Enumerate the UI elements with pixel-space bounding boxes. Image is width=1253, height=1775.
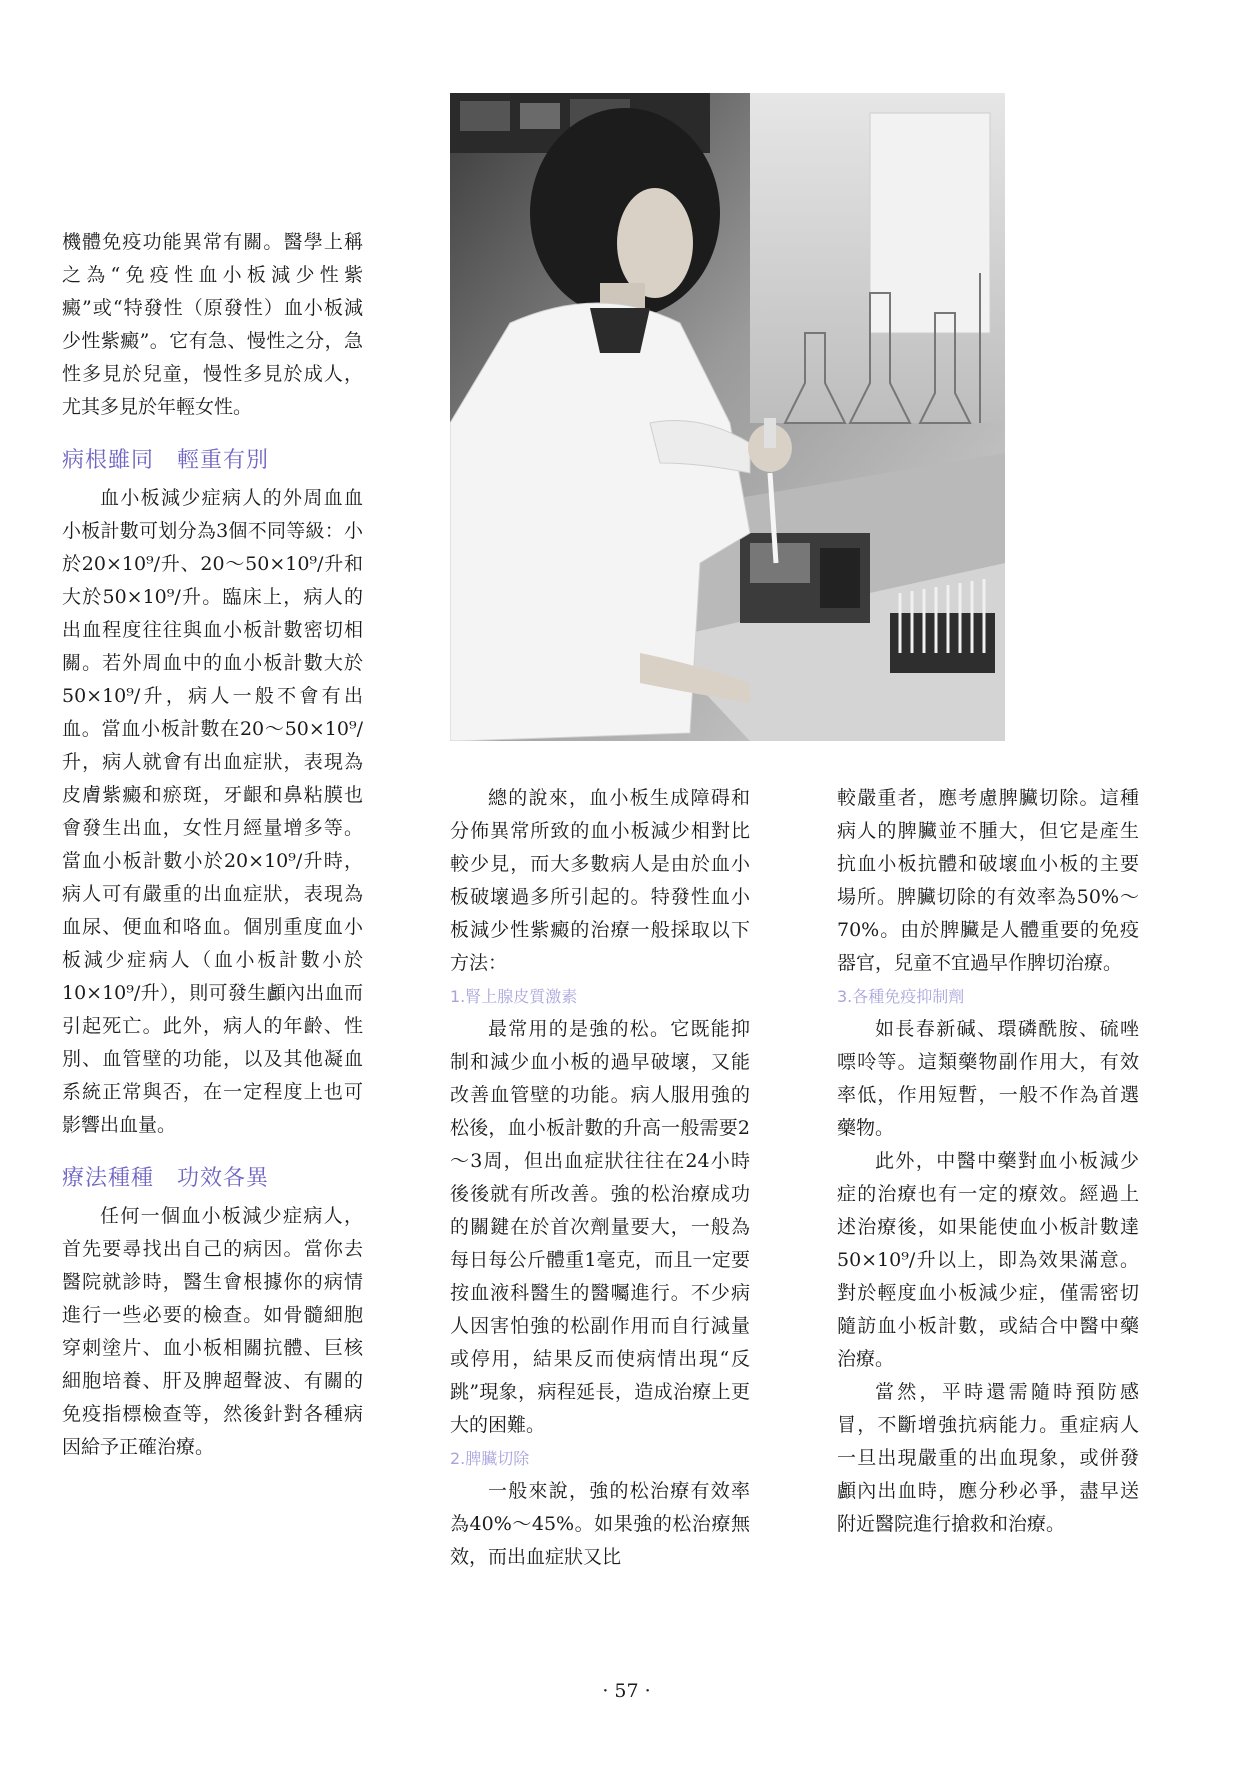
paragraph-platelet-levels: 血小板減少症病人的外周血血小板計數可划分為3個不同等級：小於20×10⁹/升、20～50×10⁹/升和大於50×10⁹/升。臨床上，病人的出血程度往往與血小板計數密切相關。若外周血中的血小板計數大於50×10⁹/升，病人一般不會有出血。當血小板計數在20～50×10⁹/升，病人就會有出血症狀，表現為皮膚紫癜和瘀斑，牙齦和鼻粘膜也會發生出血，女性月經量增多等。當血小板計數小於20×10⁹/升時，病人可有嚴重的出血症狀，表現為血尿、便血和咯血。個別重度血小板減少症病人（血小板計數小於10×10⁹/升），則可發生顱內出血而引起死亡。此外，病人的年齡、性別、血管壁的功能，以及其他凝血系統正常與否，在一定程度上也可影響出血量。	[62, 487, 363, 1136]
paragraph-chinese-medicine: 此外，中醫中藥對血小板減少症的治療也有一定的療效。經過上述治療後，如果能使血小板計數達50×10⁹/升以上，即為效果滿意。對於輕度血小板減少症，僅需密切隨訪血小板計數，或結合中醫中藥治療。	[837, 1150, 1139, 1370]
paragraph-splenectomy: 較嚴重者，應考慮脾臟切除。這種病人的脾臟並不腫大，但它是產生抗血小板抗體和破壞血小板的主要場所。脾臟切除的有效率為50%～70%。由於脾臟是人體重要的免疫器官，兒童不宜過早作脾切治療。	[837, 787, 1139, 974]
subheading-splenectomy: 2.脾臟切除	[450, 1449, 530, 1468]
section-heading-severity: 病根雖同 輕重有別	[62, 448, 270, 473]
article-column-1	[62, 226, 363, 1464]
lab-photo	[450, 93, 1005, 741]
lab-technician-pipette-photo	[450, 93, 1005, 741]
article-column-3	[837, 782, 1139, 1541]
paragraph-diagnosis: 任何一個血小板減少症病人，首先要尋找出自己的病因。當你去醫院就診時，醫生會根據你的病情進行一些必要的檢查。如骨髓細胞穿刺塗片、血小板相關抗體、巨核細胞培養、肝及脾超聲波、有關的免疫指標檢查等，然後針對各種病因給予正確治療。	[62, 1205, 363, 1458]
subheading-corticosteroids: 1.腎上腺皮質激素	[450, 987, 578, 1006]
intro-paragraph: 機體免疫功能異常有關。醫學上稱之為“免疫性血小板減少性紫癜”或“特發性（原發性）血小板減少性紫癜”。它有急、慢性之分，急性多見於兒童，慢性多見於成人，尤其多見於年輕女性。	[62, 231, 363, 418]
paragraph-prednisone-efficacy: 一般來說，強的松治療有效率為40%～45%。如果強的松治療無效，而出血症狀又比	[450, 1480, 750, 1568]
paragraph-prevention: 當然，平時還需隨時預防感冒，不斷增強抗病能力。重症病人一旦出現嚴重的出血現象，或併發顱內出血時，應分秒必爭，盡早送附近醫院進行搶救和治療。	[837, 1381, 1139, 1535]
paragraph-immunosuppressants: 如長春新碱、環磷酰胺、硫唑嘌呤等。這類藥物副作用大，有效率低，作用短暫，一般不作為首選藥物。	[837, 1018, 1139, 1139]
section-heading-treatments: 療法種種 功效各異	[62, 1166, 270, 1191]
article-column-2	[450, 782, 750, 1574]
page-number: · 57 ·	[602, 1680, 651, 1702]
subheading-immunosuppressants: 3.各種免疫抑制劑	[837, 987, 965, 1006]
paragraph-overview: 總的說來，血小板生成障碍和分佈異常所致的血小板減少相對比較少見，而大多數病人是由於血小板破壞過多所引起的。特發性血小板減少性紫癜的治療一般採取以下方法：	[450, 787, 750, 974]
paragraph-prednisone: 最常用的是強的松。它既能抑制和減少血小板的過早破壞，又能改善血管壁的功能。病人服用強的松後，血小板計數的升高一般需要2～3周，但出血症狀往往在24小時後後就有所改善。強的松治療成功的關鍵在於首次劑量要大，一般為每日每公斤體重1毫克，而且一定要按血液科醫生的醫囑進行。不少病人因害怕強的松副作用而自行減量或停用，結果反而使病情出現“反跳”現象，病程延長，造成治療上更大的困難。	[450, 1018, 750, 1436]
